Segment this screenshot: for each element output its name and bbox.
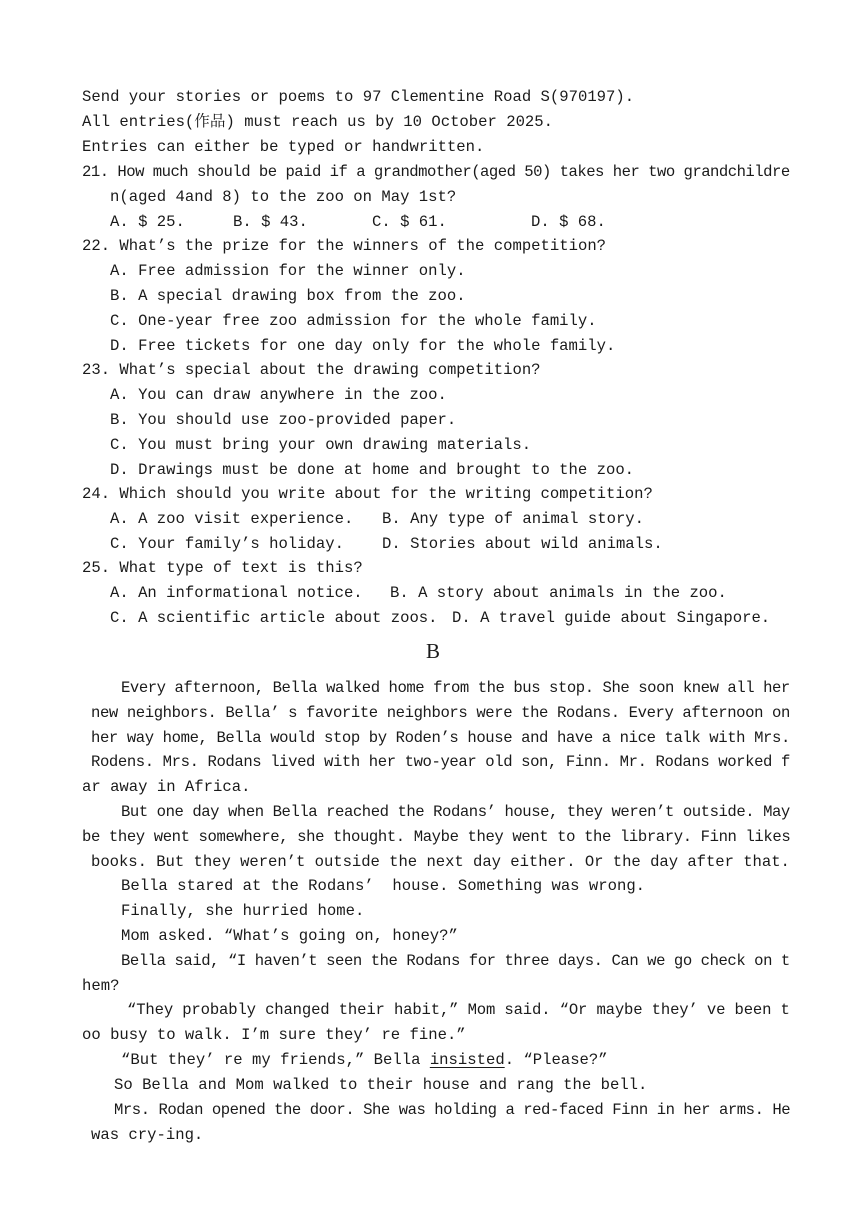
passage-line: ar away in Africa. (82, 778, 251, 796)
option-22-a: A. Free admission for the winner only. (110, 262, 466, 280)
question-21-stem-cont: n(aged 4and 8) to the zoo on May 1st? (110, 188, 457, 206)
option-21-a: A. $ 25. (110, 213, 185, 231)
passage-line: Bella said, “I haven’t seen the Rodans for three days. Can we go check on t (121, 952, 790, 970)
option-21-c: C. $ 61. (372, 213, 447, 231)
passage-line: her way home, Bella would stop by Roden’s house and have a nice talk with Mrs. (91, 729, 790, 747)
intro-line: All entries(作品) must reach us by 10 October 2025. (82, 113, 554, 131)
option-22-b: B. A special drawing box from the zoo. (110, 287, 466, 305)
option-25-a: A. An informational notice. (110, 584, 363, 602)
option-25-b: B. A story about animals in the zoo. (390, 584, 727, 602)
option-24-b: B. Any type of animal story. (382, 510, 645, 528)
option-22-d: D. Free tickets for one day only for the whole family. (110, 337, 616, 355)
passage-line: Bella stared at the Rodans’ house. Something was wrong. (121, 877, 646, 895)
passage-line: new neighbors. Bella’ s favorite neighbors were the Rodans. Every afternoon on (91, 704, 790, 722)
passage-line: be they went somewhere, she thought. Maybe they went to the library. Finn likes (82, 828, 791, 846)
question-24-stem: 24. Which should you write about for the writing competition? (82, 485, 653, 503)
option-21-b: B. $ 43. (233, 213, 308, 231)
option-24-a: A. A zoo visit experience. (110, 510, 354, 528)
option-23-d: D. Drawings must be done at home and brought to the zoo. (110, 461, 635, 479)
passage-line: But one day when Bella reached the Rodans’ house, they weren’t outside. May (121, 803, 790, 821)
passage-line: Mom asked. “What’s going on, honey?” (121, 927, 458, 945)
passage-line: Mrs. Rodan opened the door. She was holding a red-faced Finn in her arms. He (114, 1101, 791, 1119)
option-23-a: A. You can draw anywhere in the zoo. (110, 386, 447, 404)
passage-line: Finally, she hurried home. (121, 902, 365, 920)
intro-line: Entries can either be typed or handwritten. (82, 138, 485, 156)
option-23-b: B. You should use zoo-provided paper. (110, 411, 457, 429)
passage-line: oo busy to walk. I’m sure they’ re fine.” (82, 1026, 466, 1044)
passage-line: Rodens. Mrs. Rodans lived with her two-year old son, Finn. Mr. Rodans worked f (91, 753, 790, 771)
question-22-stem: 22. What’s the prize for the winners of the competition? (82, 237, 607, 255)
section-b-heading: B (426, 639, 441, 663)
option-23-c: C. You must bring your own drawing materials. (110, 436, 532, 454)
passage-line-insisted (121, 1050, 608, 1070)
question-21-stem: 21. How much should be paid if a grandmother(aged 50) takes her two grandchildre (82, 163, 790, 181)
option-25-c: C. A scientific article about zoos. (110, 609, 438, 627)
question-25-stem: 25. What type of text is this? (82, 559, 363, 577)
option-22-c: C. One-year free zoo admission for the whole family. (110, 312, 597, 330)
passage-line: “They probably changed their habit,” Mom said. “Or maybe they’ ve been t (127, 1001, 790, 1019)
intro-line: Send your stories or poems to 97 Clementine Road S(970197). (82, 88, 635, 106)
passage-text: . “Please?” (504, 1051, 608, 1069)
passage-line: was cry-ing. (91, 1126, 204, 1144)
passage-text: “But they’ re my friends,” Bella (121, 1051, 430, 1069)
passage-line: books. But they weren’t outside the next day either. Or the day after that. (91, 853, 790, 871)
passage-line: So Bella and Mom walked to their house and rang the bell. (114, 1076, 648, 1094)
passage-line: hem? (82, 977, 120, 995)
passage-line: Every afternoon, Bella walked home from the bus stop. She soon knew all her (121, 679, 790, 697)
underlined-word-insisted: insisted (429, 1051, 505, 1069)
option-24-d: D. Stories about wild animals. (382, 535, 663, 553)
option-21-d: D. $ 68. (531, 213, 606, 231)
option-24-c: C. Your family’s holiday. (110, 535, 344, 553)
question-23-stem: 23. What’s special about the drawing competition? (82, 361, 541, 379)
option-25-d: D. A travel guide about Singapore. (452, 609, 771, 627)
